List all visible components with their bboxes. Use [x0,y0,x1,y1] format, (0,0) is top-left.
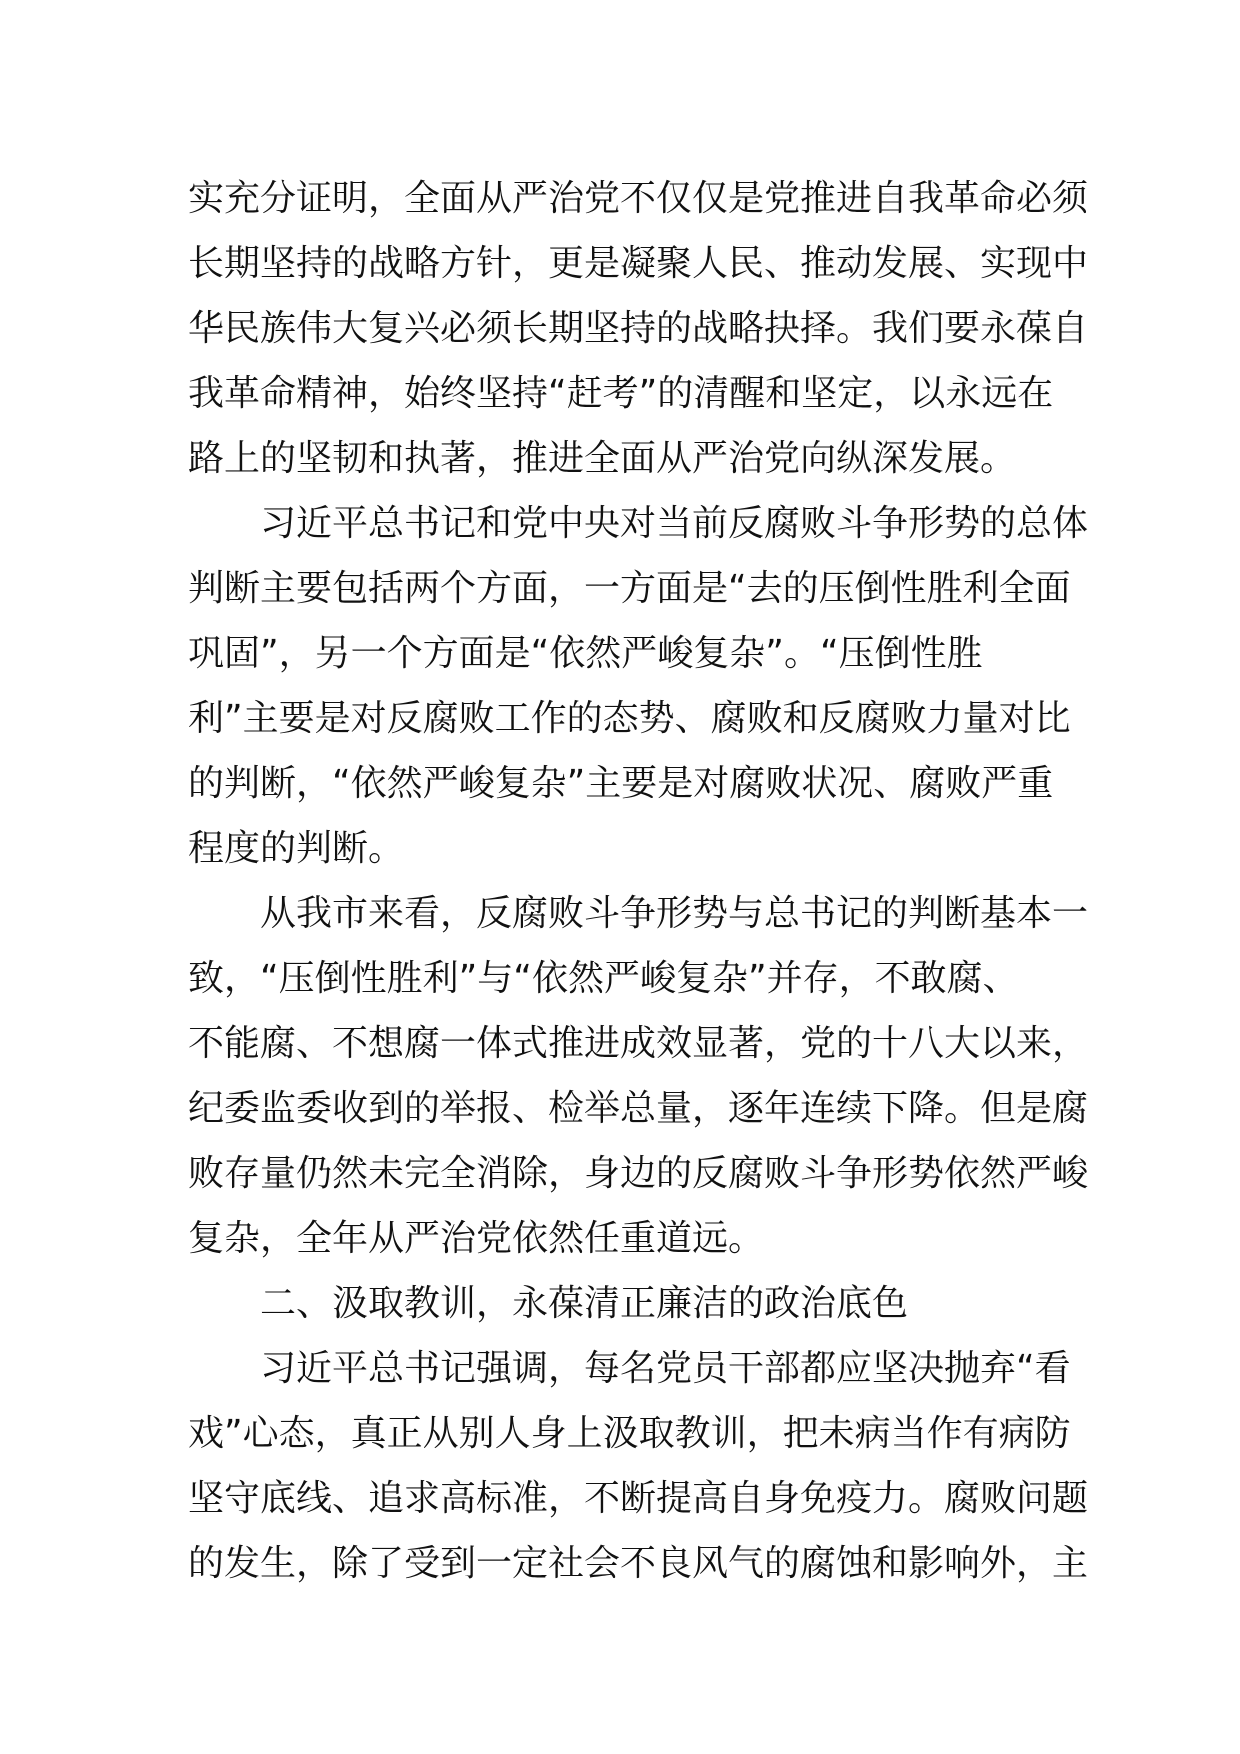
text-line: 纪委监委收到的举报、检举总量，逐年连续下降。但是腐 [188,1088,1089,1129]
text-line: 巩固”，另一个方面是“依然严峻复杂”。“压倒性胜 [188,633,983,674]
text-line: 戏”心态，真正从别人身上汲取教训，把未病当作有病防 [188,1413,1071,1454]
body-text [188,166,1089,1596]
text-line: 复杂，全年从严治党依然任重道远。 [188,1218,765,1259]
text-line: 程度的判断。 [188,828,405,869]
paragraph-start: 从我市来看，反腐败斗争形势与总书记的判断基本一 [260,893,1089,934]
text-line: 我革命精神，始终坚持“赶考”的清醒和坚定，以永远在 [188,373,1054,414]
text-line: 利”主要是对反腐败工作的态势、腐败和反腐败力量对比 [188,698,1071,739]
text-line: 的判断，“依然严峻复杂”主要是对腐败状况、腐败严重 [188,763,1054,804]
text-line: 致，“压倒性胜利”与“依然严峻复杂”并存，不敢腐、 [188,958,1019,999]
text-line: 判断主要包括两个方面，一方面是“去的压倒性胜利全面 [188,568,1071,609]
text-line: 华民族伟大复兴必须长期坚持的战略抉择。我们要永葆自 [188,308,1089,349]
text-line: 败存量仍然未完全消除，身边的反腐败斗争形势依然严峻 [188,1153,1089,1194]
text-line: 坚守底线、追求高标准，不断提高自身免疫力。腐败问题 [188,1478,1089,1519]
text-line: 路上的坚韧和执著，推进全面从严治党向纵深发展。 [188,438,1017,479]
paragraph-start: 习近平总书记强调，每名党员干部都应坚决抛弃“看 [260,1348,1071,1389]
section-heading: 二、汲取教训，永葆清正廉洁的政治底色 [260,1283,909,1324]
text-line: 长期坚持的战略方针，更是凝聚人民、推动发展、实现中 [188,243,1089,284]
paragraph-start: 习近平总书记和党中央对当前反腐败斗争形势的总体 [260,503,1089,544]
text-line: 实充分证明，全面从严治党不仅仅是党推进自我革命必须 [188,178,1089,219]
text-line: 的发生，除了受到一定社会不良风气的腐蚀和影响外，主 [188,1543,1089,1584]
text-line: 不能腐、不想腐一体式推进成效显著，党的十八大以来， [188,1023,1089,1064]
